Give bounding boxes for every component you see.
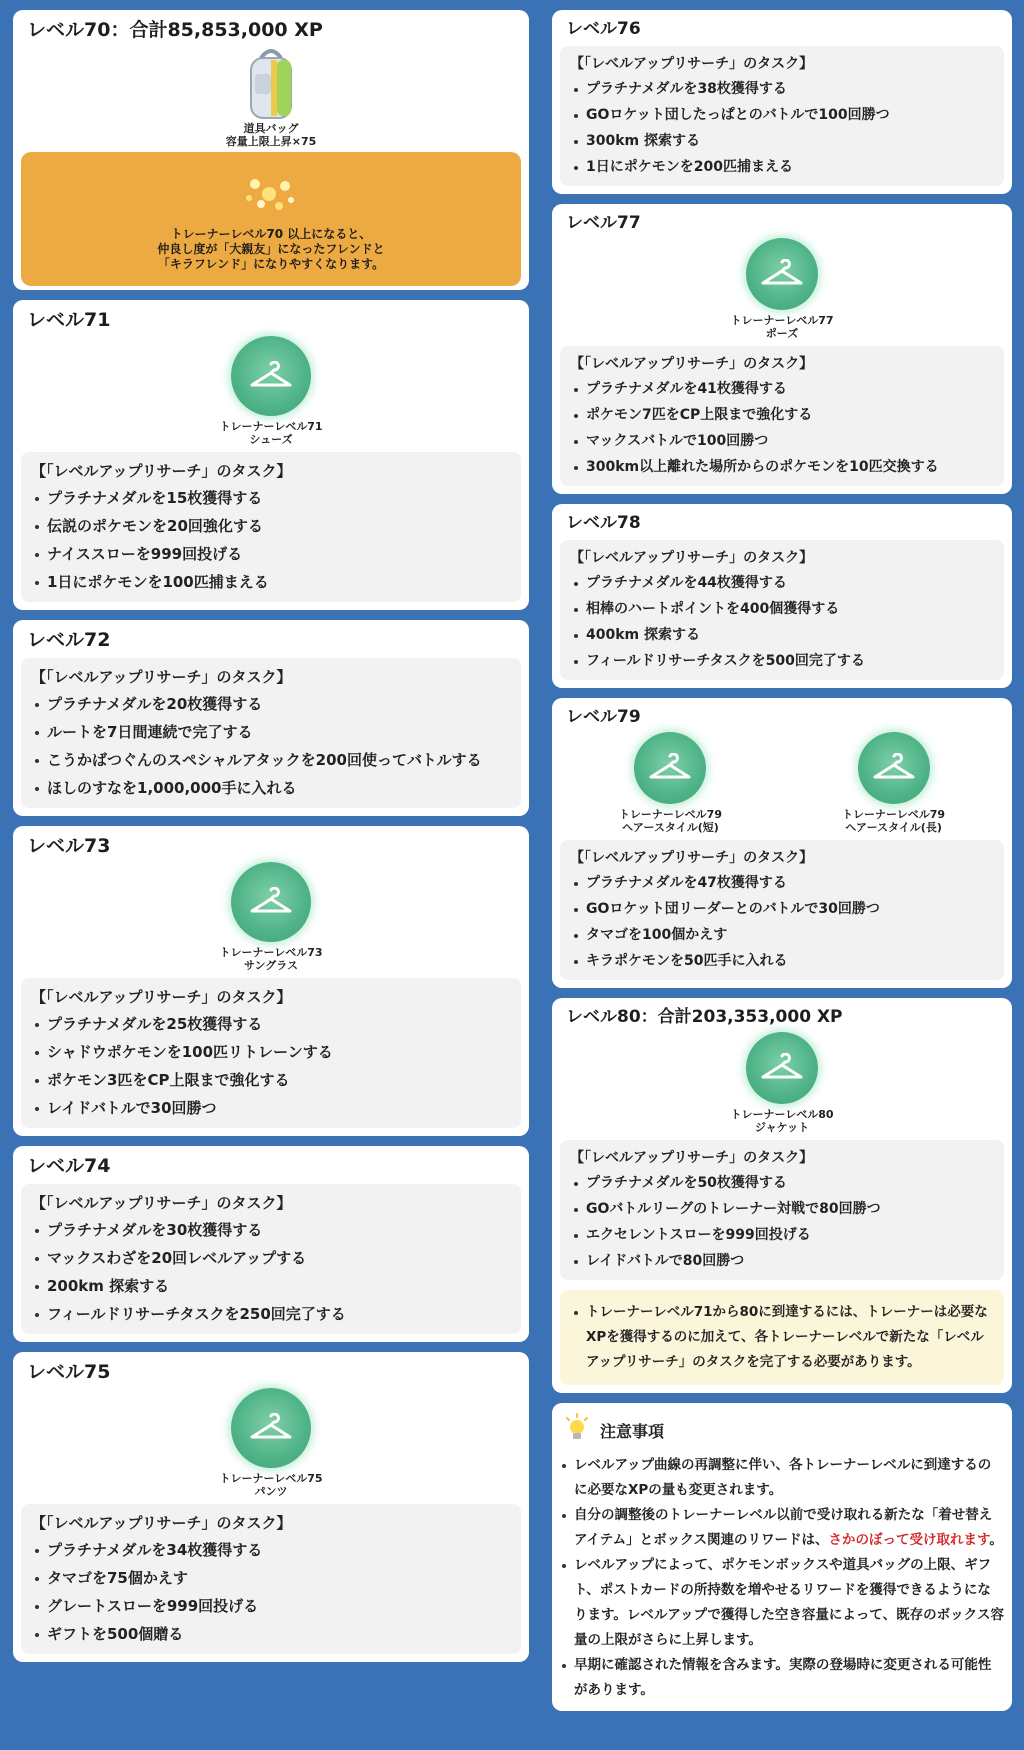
task-box: [560, 346, 1004, 486]
task-box: [21, 452, 521, 602]
task-item: ナイススローを999回投げる: [31, 540, 511, 568]
reward-item: [730, 1032, 833, 1134]
task-item: ポケモン3匹をCP上限まで強化する: [31, 1066, 511, 1094]
task-item: GOバトルリーグのトレーナー対戦で80回勝つ: [570, 1196, 994, 1222]
task-box: [560, 46, 1004, 186]
level-card-72: [13, 620, 529, 816]
reward-level: トレーナーレベル77: [730, 314, 834, 327]
reward-label: [619, 808, 722, 834]
banner-text: [21, 227, 521, 272]
task-item: 相棒のハートポイントを400個獲得する: [570, 596, 994, 622]
hanger-icon: [231, 336, 311, 416]
task-item: 200km 探索する: [31, 1272, 511, 1300]
task-item: プラチナメダルを50枚獲得する: [570, 1170, 994, 1196]
task-item: マックスバトルで100回勝つ: [570, 428, 994, 454]
reward-item: [619, 732, 722, 834]
task-item: プラチナメダルを34枚獲得する: [31, 1536, 511, 1564]
task-item: プラチナメダルを20枚獲得する: [31, 690, 511, 718]
notes-text: 自分の調整後のトレーナーレベル以前で受け取れる新たな「着せ替えアイテム」とボックス関連のリワードは、: [574, 1507, 993, 1548]
reward-label: [219, 420, 322, 446]
task-item: キラポケモンを50匹手に入れる: [570, 948, 994, 974]
hanger-icon: [231, 1388, 311, 1468]
reward-item-name: シューズ: [249, 433, 293, 446]
level-title: レベル72: [27, 629, 111, 651]
task-header: 【「レベルアップリサーチ」のタスク】: [570, 1150, 814, 1166]
sparkle-icon: [241, 172, 301, 220]
level-card-76: [552, 10, 1012, 194]
task-header: 【「レベルアップリサーチ」のタスク】: [570, 550, 814, 566]
task-item: グレートスローを999回投げる: [31, 1592, 511, 1620]
notes-text: 早期に確認された情報を含みます。実際の登場時に変更される可能性があります。: [574, 1657, 992, 1698]
hanger-icon: [746, 238, 818, 310]
notes-text-end: 。: [989, 1532, 1003, 1548]
reward-row: [560, 732, 1004, 834]
task-item: 伝説のポケモンを20回強化する: [31, 512, 511, 540]
reward-item: [219, 336, 322, 446]
notes-item: [560, 1453, 1004, 1503]
task-item: GOロケット団リーダーとのバトルで30回勝つ: [570, 896, 994, 922]
reward-label: [730, 314, 833, 340]
task-box: [21, 658, 521, 808]
reward-item: [730, 238, 833, 340]
reward-item-name: パンツ: [254, 1485, 288, 1498]
hanger-icon: [231, 862, 311, 942]
notes-item: [560, 1503, 1004, 1553]
task-item: タマゴを75個かえす: [31, 1564, 511, 1592]
level-card-70: [13, 10, 529, 290]
bag-icon: [241, 44, 301, 122]
task-item: プラチナメダルを25枚獲得する: [31, 1010, 511, 1038]
reward-label: [219, 1472, 322, 1498]
reward-row: [21, 336, 521, 446]
best-friend-banner: [21, 152, 521, 286]
reward-item: [219, 862, 322, 972]
notes-header: [560, 1411, 1004, 1453]
notes-text: レベルアップによって、ポケモンボックスや道具バッグの上限、ギフト、ポストカードの所持数を増やせるリワードを獲得できるようになります。レベルアップで獲得した空き容量によって、既存のボックス容量の上限がさらに上昇します。: [574, 1557, 1004, 1648]
task-list: [570, 570, 994, 674]
reward-level: トレーナーレベル73: [219, 946, 323, 959]
level-card-80: [552, 998, 1012, 1393]
level-title: レベル80：合計203,353,000 XP: [566, 1007, 843, 1027]
task-item: ポケモン7匹をCP上限まで強化する: [570, 402, 994, 428]
bag-capacity: 容量上限上昇×75: [225, 135, 317, 148]
notes-item: [560, 1553, 1004, 1653]
hanger-icon: [634, 732, 706, 804]
task-box: [560, 840, 1004, 980]
bag-label: [21, 122, 521, 148]
task-item: 1日にポケモンを100匹捕まえる: [31, 568, 511, 596]
reward-level: トレーナーレベル75: [219, 1472, 323, 1485]
reward-label: [842, 808, 945, 834]
reward-row: [21, 1388, 521, 1498]
reward-item-name: ヘアースタイル(長): [845, 821, 942, 834]
task-box: [21, 978, 521, 1128]
level-card-77: [552, 204, 1012, 494]
level-card-78: [552, 504, 1012, 688]
reward-item: [842, 732, 945, 834]
level-title: レベル75: [27, 1361, 111, 1383]
task-item: 300km以上離れた場所からのポケモンを10匹交換する: [570, 454, 994, 480]
bag-name: 道具バッグ: [243, 122, 299, 135]
task-list: [570, 376, 994, 480]
task-header: 【「レベルアップリサーチ」のタスク】: [570, 356, 814, 372]
reward-level: トレーナーレベル80: [730, 1108, 834, 1121]
reward-item-name: ジャケット: [754, 1121, 810, 1134]
level-card-75: [13, 1352, 529, 1662]
notes-card: [552, 1403, 1012, 1711]
level-up-note: [560, 1290, 1004, 1385]
reward-level: トレーナーレベル71: [219, 420, 323, 433]
note-item: トレーナーレベル71から80に到達するには、トレーナーは必要なXPを獲得するのに加えて、各トレーナーレベルで新たな「レベルアップリサーチ」のタスクを完了する必要があります。: [572, 1300, 992, 1375]
level-title: レベル76: [566, 19, 641, 39]
level-title: レベル78: [566, 513, 641, 533]
task-header: 【「レベルアップリサーチ」のタスク】: [570, 56, 814, 72]
task-item: ルートを7日間連続で完了する: [31, 718, 511, 746]
task-list: [570, 870, 994, 974]
task-item: プラチナメダルを44枚獲得する: [570, 570, 994, 596]
task-header: 【「レベルアップリサーチ」のタスク】: [31, 668, 292, 686]
notes-item: [560, 1653, 1004, 1703]
task-header: 【「レベルアップリサーチ」のタスク】: [570, 850, 814, 866]
task-box: [21, 1184, 521, 1334]
notes-list: [560, 1453, 1004, 1703]
level-title: レベル74: [27, 1155, 111, 1177]
reward-row: [560, 238, 1004, 340]
level-title: レベル77: [566, 213, 641, 233]
task-header: 【「レベルアップリサーチ」のタスク】: [31, 1514, 292, 1532]
task-box: [560, 1140, 1004, 1280]
task-item: プラチナメダルを38枚獲得する: [570, 76, 994, 102]
task-box: [560, 540, 1004, 680]
level-title: レベル70：合計85,853,000 XP: [27, 19, 323, 41]
level-card-79: [552, 698, 1012, 988]
task-item: シャドウポケモンを100匹リトレーンする: [31, 1038, 511, 1066]
task-item: 300km 探索する: [570, 128, 994, 154]
task-item: タマゴを100個かえす: [570, 922, 994, 948]
task-list: [31, 1010, 511, 1122]
task-item: フィールドリサーチタスクを250回完了する: [31, 1300, 511, 1328]
right-column: [552, 10, 1012, 1711]
task-item: ほしのすなを1,000,000手に入れる: [31, 774, 511, 802]
task-list: [31, 690, 511, 802]
note-list: [572, 1300, 992, 1375]
task-box: [21, 1504, 521, 1654]
task-header: 【「レベルアップリサーチ」のタスク】: [31, 988, 292, 1006]
level-card-73: [13, 826, 529, 1136]
task-item: こうかばつぐんのスペシャルアタックを200回使ってバトルする: [31, 746, 511, 774]
task-item: フィールドリサーチタスクを500回完了する: [570, 648, 994, 674]
task-item: ギフトを500個贈る: [31, 1620, 511, 1648]
reward-label: [219, 946, 322, 972]
task-item: プラチナメダルを30枚獲得する: [31, 1216, 511, 1244]
task-item: GOロケット団したっぱとのバトルで100回勝つ: [570, 102, 994, 128]
banner-line: 「キラフレンド」になりやすくなります。: [157, 257, 385, 271]
task-item: レイドバトルで30回勝つ: [31, 1094, 511, 1122]
reward-row: [560, 1032, 1004, 1134]
level-title: レベル79: [566, 707, 641, 727]
reward-row: [21, 862, 521, 972]
reward-level: トレーナーレベル79: [618, 808, 722, 821]
level-title: レベル73: [27, 835, 111, 857]
banner-line: トレーナーレベル70 以上になると、: [170, 227, 372, 241]
level-title: レベル71: [27, 309, 111, 331]
reward-level: トレーナーレベル79: [842, 808, 946, 821]
reward-item-name: サングラス: [244, 959, 298, 972]
banner-line: 仲良し度が「大親友」になったフレンドと: [157, 242, 385, 256]
task-item: プラチナメダルを47枚獲得する: [570, 870, 994, 896]
task-header: 【「レベルアップリサーチ」のタスク】: [31, 1194, 292, 1212]
task-list: [570, 1170, 994, 1274]
reward-item-name: ヘアースタイル(短): [622, 821, 719, 834]
task-list: [570, 76, 994, 180]
task-item: エクセレントスローを999回投げる: [570, 1222, 994, 1248]
lightbulb-icon: [564, 1413, 590, 1447]
reward-label: [730, 1108, 833, 1134]
task-item: レイドバトルで80回勝つ: [570, 1248, 994, 1274]
left-column: [13, 10, 529, 1662]
task-list: [31, 484, 511, 596]
task-item: プラチナメダルを41枚獲得する: [570, 376, 994, 402]
notes-title: 注意事項: [600, 1421, 665, 1441]
reward-item: [219, 1388, 322, 1498]
task-item: プラチナメダルを15枚獲得する: [31, 484, 511, 512]
level-card-74: [13, 1146, 529, 1342]
task-list: [31, 1536, 511, 1648]
task-item: 400km 探索する: [570, 622, 994, 648]
task-list: [31, 1216, 511, 1328]
level-card-71: [13, 300, 529, 610]
notes-highlight: さかのぼって受け取れます: [828, 1532, 990, 1548]
hanger-icon: [858, 732, 930, 804]
task-item: 1日にポケモンを200匹捕まえる: [570, 154, 994, 180]
hanger-icon: [746, 1032, 818, 1104]
reward-item-name: ポーズ: [765, 327, 799, 340]
notes-text: レベルアップ曲線の再調整に伴い、各トレーナーレベルに到達するのに必要なXPの量も変更されます。: [574, 1457, 992, 1498]
task-header: 【「レベルアップリサーチ」のタスク】: [31, 462, 292, 480]
task-item: マックスわざを20回レベルアップする: [31, 1244, 511, 1272]
